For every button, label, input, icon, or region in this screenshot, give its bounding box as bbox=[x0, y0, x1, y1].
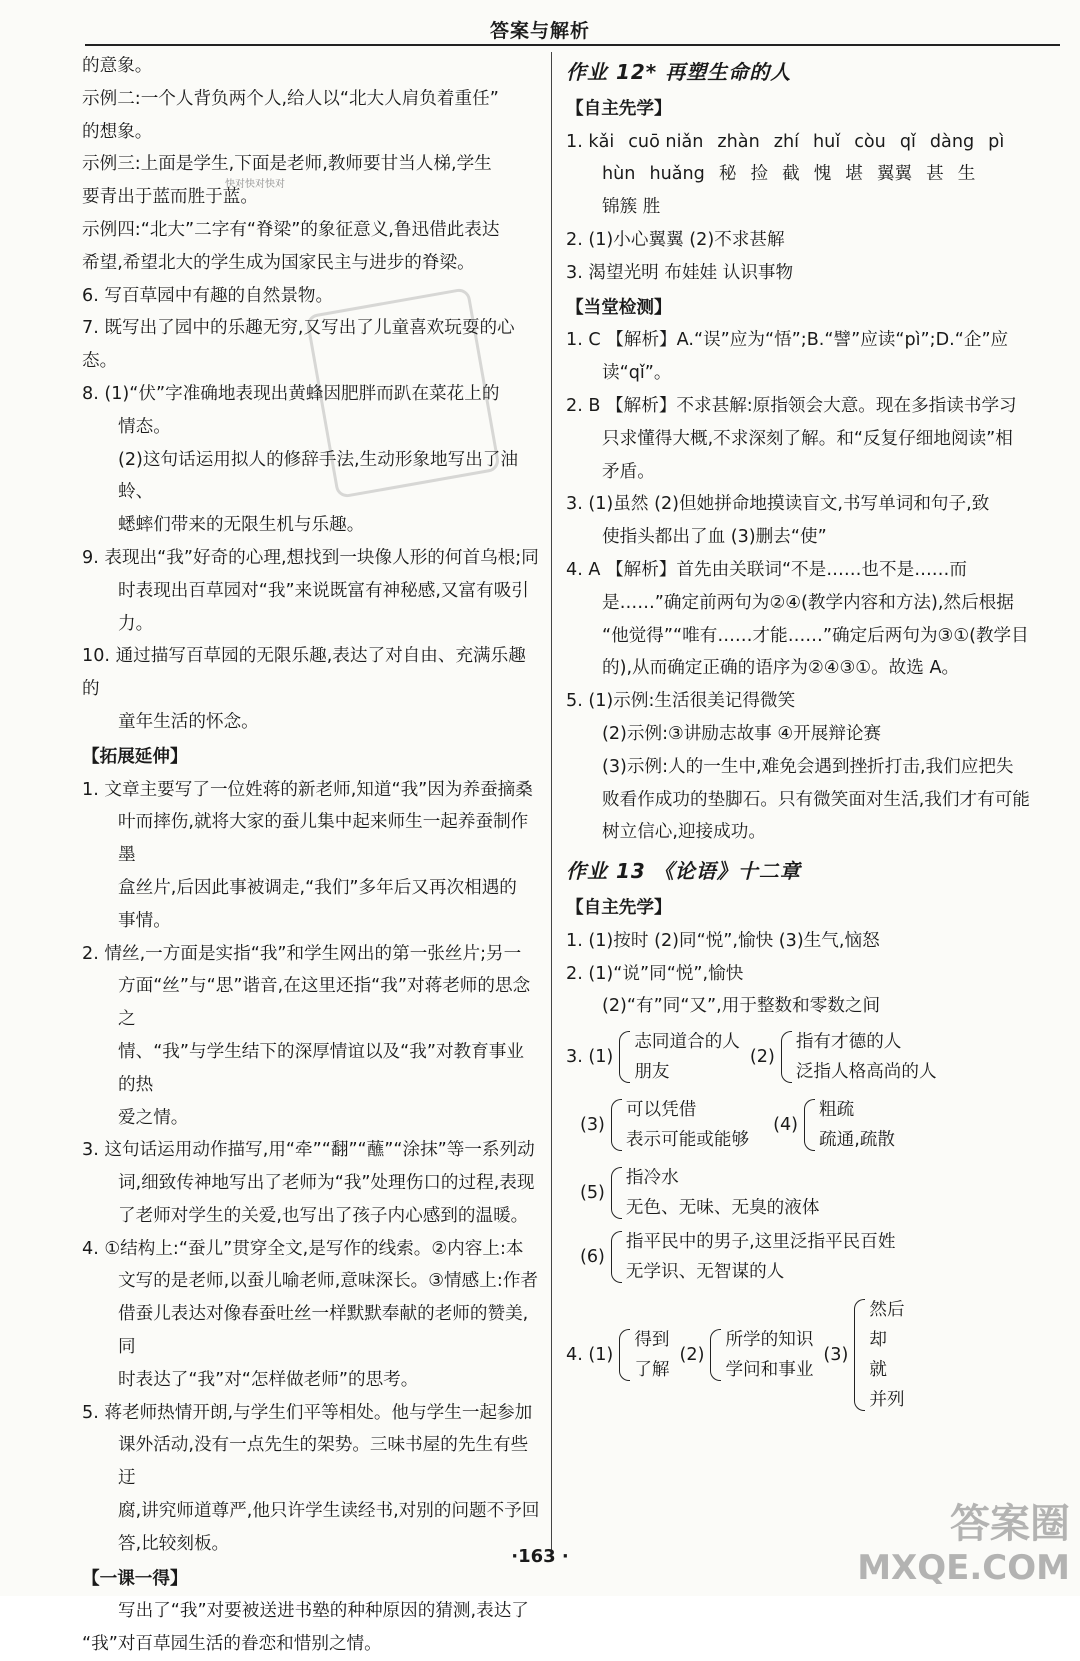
text-line: 败看作成功的垫脚石。只有微笑面对生活,我们才有可能 bbox=[602, 789, 1030, 810]
section-heading: 【当堂检测】 bbox=[566, 297, 672, 318]
pinyin-item: 截 bbox=[782, 164, 800, 185]
brace-item: 指冷水 bbox=[625, 1168, 679, 1189]
brace-group bbox=[566, 1027, 740, 1087]
answer-item: 1. C 【解析】A.“误”应为“悟”;B.“譬”应读“pì”;D.“企”应 bbox=[566, 330, 1009, 351]
pinyin-item: 1. kǎi bbox=[566, 131, 615, 152]
brace-label: (3) bbox=[823, 1344, 849, 1365]
brace-item: 学问和事业 bbox=[725, 1360, 814, 1381]
answer-item: 2. B 【解析】不求甚解:原指领会大意。现在多指读书学习 bbox=[566, 395, 1017, 416]
homework-title: 作业 13 《论语》十二章 bbox=[566, 859, 801, 884]
brace-label: (4) bbox=[773, 1114, 799, 1135]
answer-item: 7. 既写出了园中的乐趣无穷,又写出了儿童喜欢玩耍的心态。 bbox=[82, 318, 515, 372]
brace-group-row bbox=[566, 1227, 1054, 1287]
section-heading: 【一课一得】 bbox=[82, 1568, 188, 1589]
text-line: 是……”确定前两句为②④(教学内容和方法),然后根据 bbox=[602, 592, 1014, 613]
text-line: 事情。 bbox=[118, 910, 171, 931]
text-line: 方面“丝”与“思”谐音,在这里还指“我”对蒋老师的思念之 bbox=[118, 976, 531, 1030]
text-line: 矛盾。 bbox=[602, 461, 655, 482]
brace-item: 粗疏 bbox=[819, 1100, 855, 1121]
pinyin-item: hùn bbox=[602, 164, 636, 185]
brace-icon bbox=[611, 1167, 622, 1219]
text-line: 的想象。 bbox=[82, 121, 153, 142]
brace-label: (5) bbox=[580, 1182, 605, 1203]
pinyin-item: 捡 bbox=[750, 164, 769, 185]
pinyin-item: zhàn bbox=[717, 131, 760, 152]
answer-item: 5. (1)示例:生活很美记得微笑 bbox=[566, 691, 796, 712]
brace-icon bbox=[619, 1031, 630, 1083]
text-line: (3)示例:人的一生中,难免会遇到挫折打击,我们应把失 bbox=[602, 756, 1014, 777]
header-rule bbox=[85, 44, 1060, 46]
answer-item: 10. 通过描写百草园的无限乐趣,表达了对自由、充满乐趣的 bbox=[82, 646, 526, 700]
pinyin-item: 秘 bbox=[718, 164, 737, 185]
text-line: 蟋蟀们带来的无限生机与乐趣。 bbox=[118, 515, 365, 536]
right-column bbox=[566, 50, 1054, 1419]
answer-item: 1. 文章主要写了一位姓蒋的新老师,知道“我”因为养蚕摘桑 bbox=[82, 779, 533, 800]
brace-group-row bbox=[566, 1091, 1054, 1159]
brace-item: 志同道合的人 bbox=[634, 1032, 740, 1053]
page-number: ·163 · bbox=[511, 1546, 569, 1567]
text-line: 的),从而确定正确的语序为②④③①。故选 A。 bbox=[602, 658, 960, 679]
brace-group bbox=[823, 1295, 904, 1415]
brace-group-row bbox=[566, 1291, 1054, 1419]
brace-item: 可以凭借 bbox=[625, 1100, 697, 1121]
text-line: “我”对百草园生活的眷恋和惜别之情。 bbox=[82, 1634, 382, 1655]
text-line: 情态。 bbox=[118, 416, 171, 437]
answer-item: 1. (1)按时 (2)同“悦”,愉快 (3)生气,恼怒 bbox=[566, 930, 880, 951]
pinyin-item: 翼翼 bbox=[876, 164, 913, 185]
pinyin-row bbox=[566, 126, 1054, 159]
pinyin-item: huǐ bbox=[813, 131, 841, 152]
answer-item: 3. 渴望光明 布娃娃 认识事物 bbox=[566, 262, 794, 283]
text-line: 腐,讲究师道尊严,他只许学生读经书,对别的问题不予回 bbox=[118, 1501, 540, 1522]
answer-item: 2. (1)“说”同“悦”,愉快 bbox=[566, 963, 744, 984]
text-line: 读“qǐ”。 bbox=[602, 363, 672, 384]
brace-icon bbox=[611, 1099, 622, 1151]
brace-item: 然后 bbox=[869, 1300, 905, 1321]
brace-group bbox=[580, 1163, 1054, 1223]
text-line: 希望,希望北大的学生成为国家民主与进步的脊梁。 bbox=[82, 252, 475, 273]
brace-item: 疏通,疏散 bbox=[819, 1130, 895, 1151]
section-heading: 【自主先学】 bbox=[566, 897, 672, 918]
brace-label: 4. (1) bbox=[566, 1344, 614, 1365]
section-heading: 【自主先学】 bbox=[566, 98, 672, 119]
text-line: 情、“我”与学生结下的深厚情谊以及“我”对教育事业的热 bbox=[118, 1041, 524, 1095]
text-line: 的意象。 bbox=[82, 56, 153, 76]
brace-item: 了解 bbox=[634, 1360, 670, 1381]
answer-item: 4. A 【解析】首先由关联词“不是……也不是……而 bbox=[566, 559, 967, 580]
brace-item: 指有才德的人 bbox=[795, 1032, 902, 1053]
text-line: 了老师对学生的关爱,也写出了孩子内心感到的温暖。 bbox=[118, 1205, 529, 1226]
text-line: 要青出于蓝而胜于蓝。 bbox=[82, 187, 258, 208]
brace-icon bbox=[710, 1329, 721, 1381]
brace-item: 表示可能或能够 bbox=[625, 1130, 750, 1151]
text-line: 叶而摔伤,就将大家的蚕儿集中起来师生一起养蚕制作墨 bbox=[118, 812, 529, 866]
text-line: 锦簇 胜 bbox=[602, 197, 661, 218]
text-line: “他觉得”“唯有……才能……”确定后两句为③①(教学目 bbox=[602, 625, 1029, 646]
brace-icon bbox=[781, 1031, 792, 1083]
brace-label: (3) bbox=[580, 1114, 605, 1135]
homework-title: 作业 12* 再塑生命的人 bbox=[566, 60, 792, 84]
brace-group-row bbox=[566, 1163, 1054, 1223]
answer-item: 3. (1)虽然 (2)但她拼命地摸读盲文,书写单词和句子,致 bbox=[566, 494, 990, 515]
page-header bbox=[0, 0, 1080, 46]
text-line: 文写的是老师,以蚕儿喻老师,意味深长。③情感上:作者 bbox=[118, 1271, 538, 1292]
brace-item: 无学识、无智谋的人 bbox=[625, 1262, 785, 1283]
brace-group-row bbox=[566, 1023, 1054, 1091]
pinyin-item: huǎng bbox=[649, 164, 705, 185]
brace-label: (2) bbox=[749, 1046, 775, 1067]
text-line: (2)“有”同“又”,用于整数和零数之间 bbox=[602, 996, 881, 1017]
brace-label: (2) bbox=[679, 1344, 705, 1365]
answer-item: 2. 情丝,一方面是实指“我”和学生网出的第一张丝片;另一 bbox=[82, 943, 522, 964]
text-line: 示例二:一个人背负两个人,给人以“北大人肩负着重任” bbox=[82, 88, 499, 109]
brace-item: 指平民中的男子,这里泛指平民百姓 bbox=[625, 1232, 896, 1253]
watermark-stamp: 快对快对快对 bbox=[225, 179, 285, 190]
text-line: 写出了“我”对要被送进书塾的种种原因的猜测,表达了 bbox=[118, 1601, 529, 1622]
brace-group bbox=[566, 1325, 670, 1385]
text-line: 答,比较刻板。 bbox=[118, 1533, 230, 1554]
corner-watermark-url: MXQE.COM bbox=[857, 1548, 1070, 1588]
text-line: 使指头都出了血 (3)删去“使” bbox=[602, 527, 827, 548]
text-line: 课外活动,没有一点先生的架势。三味书屋的先生有些迂 bbox=[118, 1435, 529, 1489]
column-divider bbox=[551, 52, 552, 1552]
answer-item: 8. (1)“伏”字准确地表现出黄蜂因肥胖而趴在菜花上的 bbox=[82, 383, 500, 404]
pinyin-item: 甚 bbox=[926, 164, 944, 185]
pinyin-row bbox=[566, 158, 1054, 191]
text-line: (2)示例:③讲励志故事 ④开展辩论赛 bbox=[602, 723, 882, 744]
text-line: 词,细致传神地写出了老师为“我”处理伤口的过程,表现 bbox=[118, 1173, 535, 1194]
text-line: (2)这句话运用拟人的修辞手法,生动形象地写出了油蛉、 bbox=[118, 449, 518, 503]
brace-item: 并列 bbox=[869, 1390, 905, 1411]
brace-item: 所学的知识 bbox=[725, 1330, 814, 1351]
answer-item: 3. 这句话运用动作描写,用“牵”“翻”“蘸”“涂抹”等一系列动 bbox=[82, 1140, 535, 1161]
brace-item: 泛指人格高尚的人 bbox=[795, 1062, 937, 1083]
answer-item: 4. ①结构上:“蚕儿”贯穿全文,是写作的线索。②内容上:本 bbox=[82, 1238, 524, 1259]
text-line: 爱之情。 bbox=[118, 1107, 189, 1128]
text-line: 时表现出百草园对“我”来说既富有神秘感,又富有吸引力。 bbox=[118, 580, 529, 634]
brace-group bbox=[580, 1095, 749, 1155]
answer-item: 2. (1)小心翼翼 (2)不求甚解 bbox=[566, 229, 785, 250]
brace-item: 就 bbox=[869, 1360, 887, 1381]
pinyin-item: pì bbox=[988, 131, 1005, 152]
brace-group bbox=[773, 1095, 895, 1155]
brace-item: 无色、无味、无臭的液体 bbox=[625, 1198, 820, 1219]
pinyin-item: zhí bbox=[773, 131, 800, 152]
answer-item: 6. 写百草园中有趣的自然景物。 bbox=[82, 285, 334, 306]
pinyin-item: 生 bbox=[957, 164, 976, 185]
brace-icon bbox=[854, 1299, 865, 1411]
corner-watermark-logo: 答案圈 bbox=[950, 1501, 1070, 1547]
brace-item: 得到 bbox=[634, 1330, 670, 1351]
section-heading: 【拓展延伸】 bbox=[82, 746, 188, 767]
pinyin-item: qǐ bbox=[899, 131, 916, 152]
left-column bbox=[82, 50, 540, 1661]
brace-icon bbox=[611, 1231, 622, 1283]
brace-label: 3. (1) bbox=[566, 1046, 614, 1067]
header-title: 答案与解析 bbox=[489, 20, 590, 42]
text-line: 示例三:上面是学生,下面是老师,教师要甘当人梯,学生 bbox=[82, 154, 492, 175]
text-line: 树立信心,迎接成功。 bbox=[602, 822, 766, 843]
text-line: 盒丝片,后因此事被调走,“我们”多年后又再次相遇的 bbox=[118, 877, 517, 898]
pinyin-item: cuō niǎn bbox=[628, 131, 704, 152]
text-line: 借蚕儿表达对像春蚕吐丝一样默默奉献的老师的赞美,同 bbox=[118, 1304, 529, 1358]
brace-item: 朋友 bbox=[634, 1062, 670, 1083]
brace-item: 却 bbox=[869, 1330, 887, 1351]
answer-item: 5. 蒋老师热情开朗,与学生们平等相处。他与学生一起参加 bbox=[82, 1402, 533, 1423]
brace-icon bbox=[804, 1099, 815, 1151]
brace-group bbox=[580, 1227, 1054, 1287]
text-line: 童年生活的怀念。 bbox=[118, 711, 259, 732]
brace-icon bbox=[619, 1329, 630, 1381]
text-line: 时表达了“我”对“怎样做老师”的思考。 bbox=[118, 1369, 419, 1390]
corner-watermark bbox=[857, 1502, 1070, 1590]
pinyin-item: dàng bbox=[929, 131, 975, 152]
text-line: 只求懂得大概,不求深刻了解。和“反复仔细地阅读”相 bbox=[602, 428, 1013, 449]
answer-item: 9. 表现出“我”好奇的心理,想找到一块像人形的何首乌根;同 bbox=[82, 547, 539, 568]
pinyin-item: 愧 bbox=[813, 164, 832, 185]
brace-group bbox=[750, 1027, 937, 1087]
pinyin-item: 堪 bbox=[845, 164, 863, 185]
brace-label: (6) bbox=[580, 1246, 605, 1267]
text-line: 示例四:“北大”二字有“脊梁”的象征意义,鲁迅借此表达 bbox=[82, 219, 500, 240]
brace-group bbox=[680, 1325, 814, 1385]
pinyin-item: còu bbox=[854, 131, 886, 152]
